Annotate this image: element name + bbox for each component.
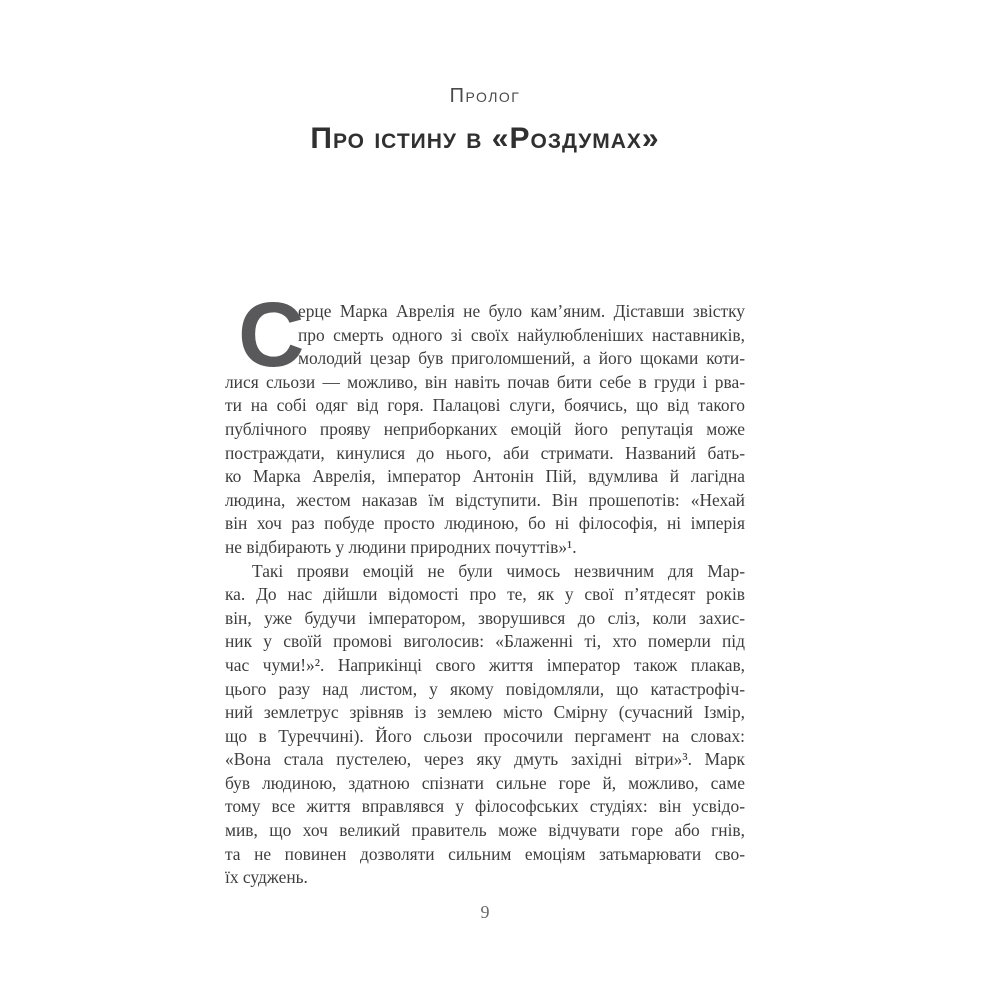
- text-line: мив, що хоч великий правитель може відчувати горе або гнів,: [225, 820, 745, 841]
- text-line: він, уже будучи імператором, зворушився до сліз, коли захис-: [225, 607, 745, 628]
- text-line: не відбирають у людини природних почуттів»¹.: [225, 536, 577, 557]
- chapter-heading: [225, 84, 745, 156]
- text-line: постраждати, кинулися до нього, аби стримати. Названий бать-: [225, 442, 745, 463]
- body-text: [225, 284, 745, 890]
- paragraph-2: [225, 560, 745, 890]
- text-line: цього разу над листом, у якому повідомляли, що катастрофіч-: [225, 678, 745, 699]
- text-line: що в Туреччині). Його сльози просочили пергамент на словах:: [225, 725, 745, 746]
- text-line: ко Марка Аврелія, імператор Антонін Пій, вдумлива й лагідна: [225, 466, 745, 487]
- text-line: ний землетрус зрівняв із землею місто Смірну (сучасний Ізмір,: [225, 702, 745, 723]
- text-line: «Вона стала пустелею, через яку дмуть західні вітри»³. Марк: [225, 749, 745, 770]
- chapter-kicker: Пролог: [449, 85, 521, 107]
- text-line: лися сльози — можливо, він навіть почав бити себе в груди і рва-: [225, 371, 745, 392]
- paragraph-1: [225, 284, 745, 560]
- text-line: ти на собі одяг від горя. Палацові слуги, боячись, що від такого: [225, 395, 745, 416]
- text-line: та не повинен дозволяти сильним емоціям затьмарювати сво-: [225, 843, 745, 864]
- text-line: людина, жестом наказав їм відступити. Він прошепотів: «Нехай: [225, 489, 745, 510]
- text-line: він хоч раз побуде просто людиною, бо ні філософія, ні імперія: [225, 513, 745, 534]
- text-line: ерце Марка Аврелія не було кам’яним. Діставши звістку: [298, 301, 745, 321]
- text-line: ка. До нас дійшли відомості про те, як у свої п’ятдесят років: [225, 584, 745, 605]
- page-number: 9: [480, 902, 490, 922]
- text-line: ник у своїй промові виголосив: «Блаженні ті, хто померли під: [225, 631, 745, 652]
- text-line: молодий цезар був приголомшений, а його щоками коти-: [298, 348, 745, 369]
- drop-cap: С: [238, 284, 305, 386]
- chapter-title: Про істину в «Роздумах»: [310, 122, 660, 155]
- text-line: час чуми!»². Наприкінці свого життя імператор також плакав,: [225, 654, 745, 675]
- text-line: публічного прояву неприборканих емоцій його репутація може: [225, 418, 745, 439]
- text-line: їх суджень.: [225, 867, 308, 888]
- text-line: про смерть одного зі своїх найулюбленіших наставників,: [298, 324, 745, 345]
- text-line: був людиною, здатною спізнати сильне горе й, можливо, саме: [225, 772, 745, 793]
- text-line: тому все життя вправлявся у філософських студіях: він усвідо-: [225, 796, 745, 817]
- text-line: Такі прояви емоцій не були чимось незвичним для Мар-: [252, 560, 745, 581]
